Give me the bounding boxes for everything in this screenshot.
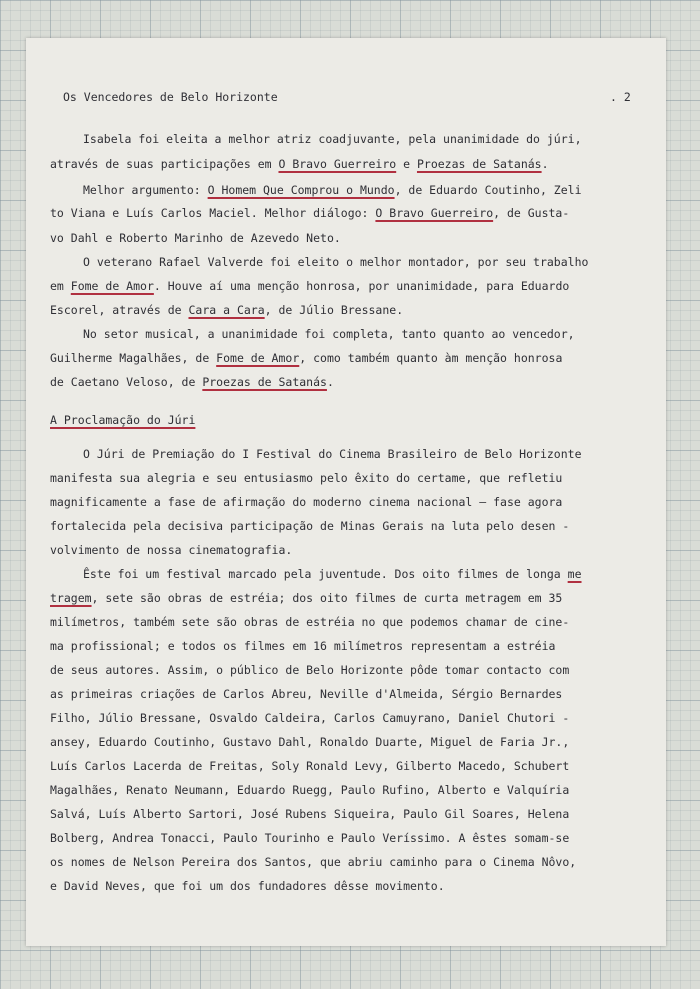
text-line	[50, 157, 549, 171]
page-number: . 2	[610, 90, 631, 104]
text-segment: volvimento de nossa cinematografia.	[50, 543, 293, 557]
text-segment: e	[396, 157, 417, 171]
text-line	[50, 591, 562, 605]
underlined-title: tragem	[50, 591, 92, 605]
underlined-title: me	[567, 567, 582, 581]
text-segment: Êste foi um festival marcado pela juventude. Dos oito filmes de longa	[83, 567, 568, 581]
text-line	[50, 687, 562, 701]
text-line	[50, 375, 334, 389]
text-segment: to Viana e Luís Carlos Maciel. Melhor diálogo:	[50, 206, 376, 220]
text-segment: Magalhães, Renato Neumann, Eduardo Ruegg, Paulo Rufino, Alberto e Valquíria	[50, 783, 570, 797]
text-segment: , de Gusta-	[493, 206, 570, 220]
text-line	[83, 327, 575, 341]
text-segment: de seus autores. Assim, o público de Belo Horizonte pôde tomar contacto com	[50, 663, 570, 677]
text-segment: , como também quanto àm menção honrosa	[299, 351, 563, 365]
underlined-title: Fome de Amor	[70, 279, 154, 293]
text-segment: O Júri de Premiação do I Festival do Cinema Brasileiro de Belo Horizonte	[83, 447, 582, 461]
text-line	[50, 471, 562, 485]
text-segment: .	[541, 157, 549, 171]
text-line	[83, 255, 588, 269]
text-line	[50, 807, 569, 821]
text-line	[50, 759, 569, 773]
text-segment: as primeiras criações de Carlos Abreu, Neville d'Almeida, Sérgio Bernardes	[50, 687, 563, 701]
text-segment: O veterano Rafael Valverde foi eleito o melhor montador, por seu trabalho	[83, 255, 589, 269]
underlined-title: O Bravo Guerreiro	[375, 206, 494, 220]
document-page	[26, 38, 666, 946]
text-segment: Melhor argumento:	[83, 183, 208, 197]
text-segment: Bolberg, Andrea Tonacci, Paulo Tourinho e Paulo Veríssimo. A êstes somam-se	[50, 831, 570, 845]
text-segment: No setor musical, a unanimidade foi completa, tanto quanto ao vencedor,	[83, 327, 575, 341]
text-line	[50, 519, 569, 533]
text-segment: , de Júlio Bressane.	[264, 303, 404, 317]
text-line	[83, 567, 582, 581]
underlined-title: O Homem Que Comprou o Mundo	[207, 183, 395, 197]
text-segment: e David Neves, que foi um dos fundadores dêsse movimento.	[50, 879, 445, 893]
text-line	[50, 735, 569, 749]
text-line	[50, 206, 569, 220]
text-segment: ma profissional; e todos os filmes em 16 milímetros representam a estréia	[50, 639, 556, 653]
text-line	[83, 132, 582, 146]
text-line	[50, 615, 569, 629]
text-segment: magnificamente a fase de afirmação do moderno cinema nacional — fase agora	[50, 495, 563, 509]
text-segment: de Caetano Veloso, de	[50, 375, 203, 389]
text-segment: Guilherme Magalhães, de	[50, 351, 217, 365]
underlined-title: O Bravo Guerreiro	[278, 157, 397, 171]
text-segment: manifesta sua alegria e seu entusiasmo pelo êxito do certame, que refletiu	[50, 471, 563, 485]
text-line	[50, 495, 562, 509]
text-line	[50, 279, 569, 293]
text-line	[50, 543, 292, 557]
underlined-title: A Proclamação do Júri	[50, 413, 196, 427]
text-line	[50, 879, 445, 893]
text-segment: milímetros, também sete são obras de estréia no que podemos chamar de cine-	[50, 615, 570, 629]
text-segment: em	[50, 279, 71, 293]
underlined-title: Proezas de Satanás	[416, 157, 542, 171]
text-line	[50, 711, 569, 725]
text-segment: Salvá, Luís Alberto Sartori, José Rubens Siqueira, Paulo Gil Soares, Helena	[50, 807, 570, 821]
text-line	[50, 303, 403, 317]
underlined-title: Proezas de Satanás	[202, 375, 327, 389]
text-line	[83, 447, 582, 461]
text-line	[50, 663, 569, 677]
document-heading: Os Vencedores de Belo Horizonte	[63, 90, 278, 104]
text-segment: , de Eduardo Coutinho, Zeli	[394, 183, 582, 197]
text-segment: fortalecida pela decisiva participação de Minas Gerais na luta pelo desen -	[50, 519, 570, 533]
text-segment: ansey, Eduardo Coutinho, Gustavo Dahl, Ronaldo Duarte, Miguel de Faria Jr.,	[50, 735, 570, 749]
text-segment: .	[326, 375, 334, 389]
text-line	[83, 183, 582, 197]
text-segment: através de suas participações em	[50, 157, 279, 171]
text-line	[50, 413, 195, 427]
text-segment: Luís Carlos Lacerda de Freitas, Soly Ronald Levy, Gilberto Macedo, Schubert	[50, 759, 570, 773]
underlined-title: Fome de Amor	[216, 351, 300, 365]
text-line	[50, 231, 341, 245]
text-line	[50, 783, 569, 797]
text-segment: Isabela foi eleita a melhor atriz coadjuvante, pela unanimidade do júri,	[83, 132, 582, 146]
text-line	[50, 351, 562, 365]
text-segment: Filho, Júlio Bressane, Osvaldo Caldeira, Carlos Camuyrano, Daniel Chutori -	[50, 711, 570, 725]
text-line	[50, 831, 569, 845]
text-segment: Escorel, através de	[50, 303, 189, 317]
text-line	[50, 639, 555, 653]
text-segment: . Houve aí uma menção honrosa, por unanimidade, para Eduardo	[153, 279, 570, 293]
text-line	[50, 855, 576, 869]
underlined-title: Cara a Cara	[188, 303, 265, 317]
text-segment: vo Dahl e Roberto Marinho de Azevedo Neto.	[50, 231, 341, 245]
text-segment: os nomes de Nelson Pereira dos Santos, que abriu caminho para o Cinema Nôvo,	[50, 855, 577, 869]
text-segment: , sete são obras de estréia; dos oito filmes de curta metragem em 35	[91, 591, 563, 605]
